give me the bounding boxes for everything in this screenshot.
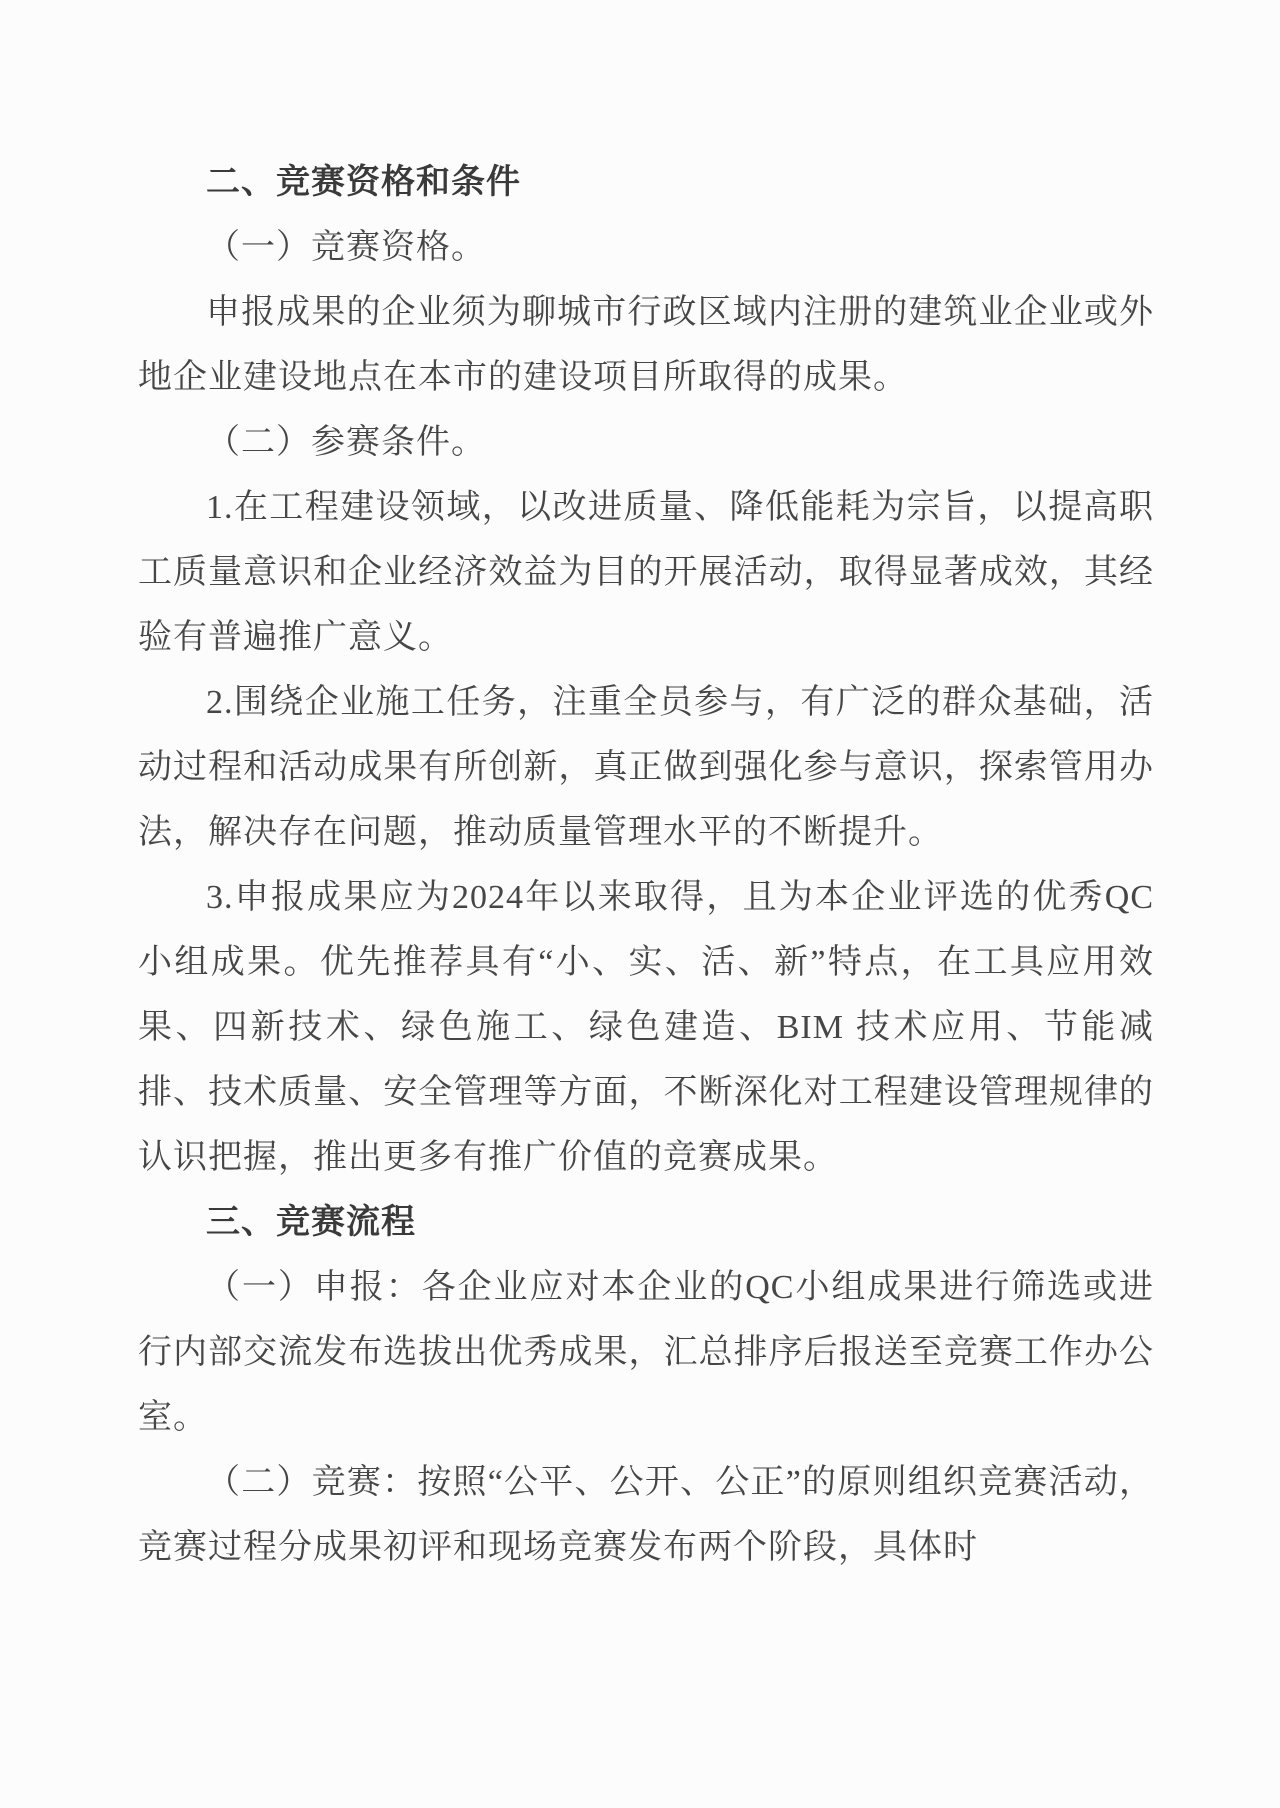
paragraph-condition-3: 3.申报成果应为2024年以来取得，且为本企业评选的优秀QC小组成果。优先推荐具有“小、实、活、新”特点，在工具应用效果、四新技术、绿色施工、绿色建造、BIM 技术应用、节能减排、技术质量、安全管理等方面，不断深化对工程建设管理规律的认识把握，推出更多有推广价值的竞赛成果。 (138, 879, 1154, 1176)
paragraph-qualification-body: 申报成果的企业须为聊城市行政区域内注册的建筑业企业或外地企业建设地点在本市的建设项目所取得的成果。 (138, 294, 1154, 396)
subheading-entry-conditions: （二）参赛条件。 (206, 424, 486, 461)
paragraph-condition-1: 1.在工程建设领域，以改进质量、降低能耗为宗旨，以提高职工质量意识和企业经济效益为目的开展活动，取得显著成效，其经验有普遍推广意义。 (138, 489, 1154, 656)
subheading-competition-qualification: （一）竞赛资格。 (206, 229, 486, 266)
paragraph-condition-2: 2.围绕企业施工任务，注重全员参与，有广泛的群众基础，活动过程和活动成果有所创新，真正做到强化参与意识，探索管用办法，解决存在问题，推动质量管理水平的不断提升。 (138, 684, 1154, 851)
paragraph-process-competition: （二）竞赛：按照“公平、公开、公正”的原则组织竞赛活动，竞赛过程分成果初评和现场竞赛发布两个阶段，具体时 (138, 1464, 1154, 1566)
heading-competition-qualifications-and-conditions: 二、竞赛资格和条件 (206, 163, 521, 201)
paragraph-process-declaration: （一）申报：各企业应对本企业的QC小组成果进行筛选或进行内部交流发布选拔出优秀成果，汇总排序后报送至竞赛工作办公室。 (138, 1269, 1154, 1436)
heading-competition-process: 三、竞赛流程 (206, 1203, 416, 1241)
